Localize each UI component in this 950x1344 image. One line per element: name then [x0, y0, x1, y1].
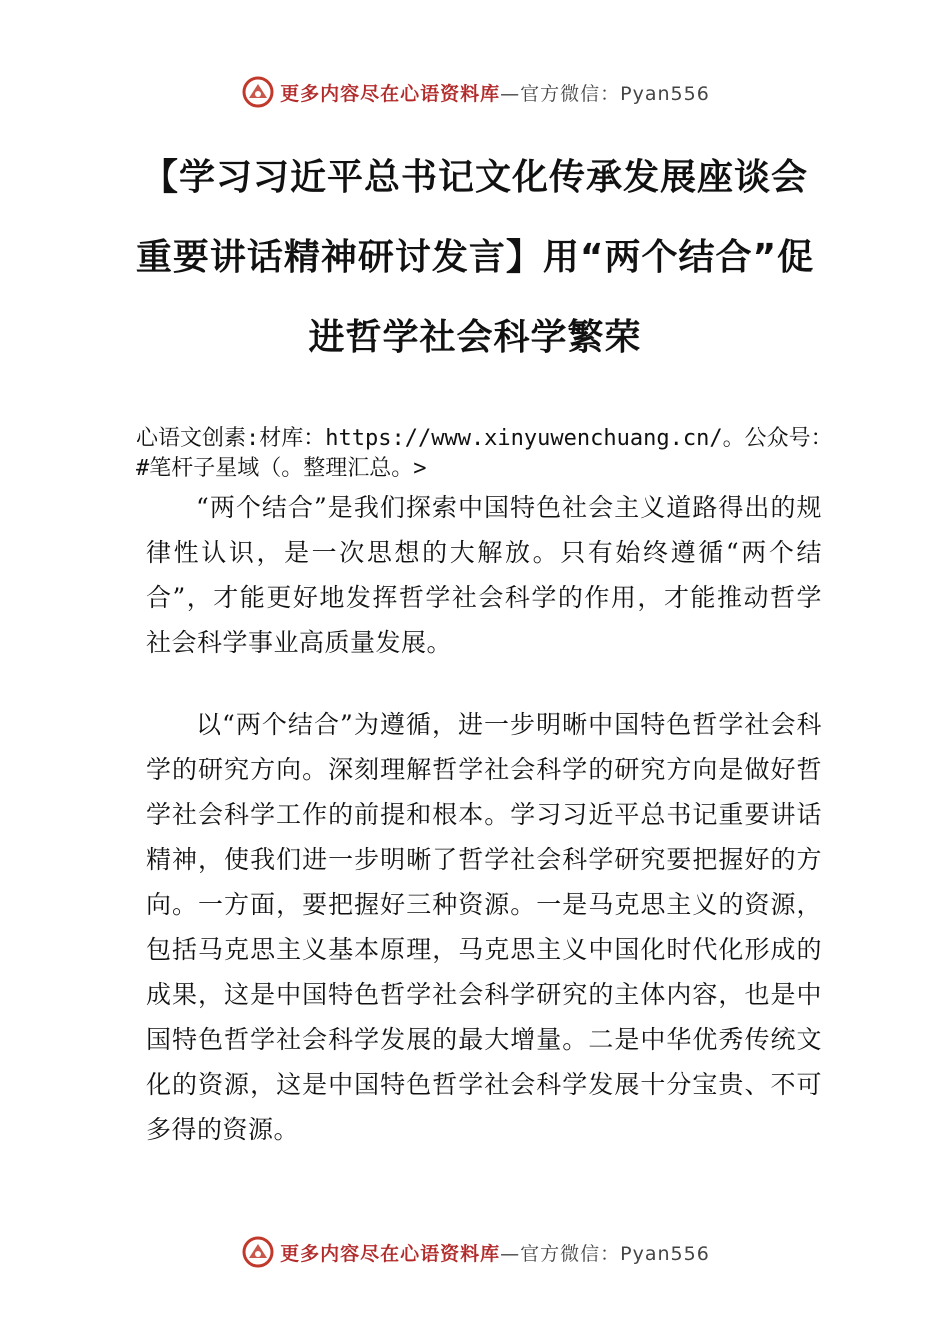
body-paragraph-2: 以“两个结合”为遵循，进一步明晰中国特色哲学社会科学的研究方向。深刻理解哲学社会科学的研究方向是做好哲学社会科学工作的前提和根本。学习习近平总书记重要讲话精神，使我们进一步明晰了哲学社会科学研究要把握好的方向。一方面，要把握好三种资源。一是马克思主义的资源，包括马克思主义基本原理，马克思主义中国化时代化形成的成果，这是中国特色哲学社会科学研究的主体内容，也是中国特色哲学社会科学发展的最大增量。二是中华优秀传统文化的资源，这是中国特色哲学社会科学发展十分宝贵、不可多得的资源。: [146, 710, 822, 1144]
source-note: 心语文创素:材库：https://www.xinyuwenchuang.cn/。公众号：#笔杆子星域（。整理汇总。>: [136, 426, 833, 481]
footer-watermark: [0, 1232, 950, 1272]
watermark-dash: —: [500, 82, 521, 105]
watermark-wechat: 官方微信：Pyan556: [520, 82, 710, 105]
brand-logo-icon: [240, 1234, 276, 1270]
watermark-lead: 更多内容尽在心语资料库: [280, 82, 501, 105]
header-watermark: [0, 72, 950, 112]
title-line-1: 【学习习近平总书记文化传承发展座谈会: [141, 157, 808, 198]
watermark-text: [280, 79, 710, 106]
watermark-wechat: 官方微信：Pyan556: [520, 1242, 710, 1265]
body-paragraph-1: “两个结合”是我们探索中国特色社会主义道路得出的规律性认识，是一次思想的大解放。只有始终遵循“两个结合”，才能更好地发挥哲学社会科学的作用，才能推动哲学社会科学事业高质量发展。: [146, 493, 822, 657]
document-title: [120, 138, 830, 378]
title-line-2: 重要讲话精神研讨发言】用“两个结合”促: [135, 237, 815, 278]
watermark-text: [280, 1239, 710, 1266]
watermark-lead: 更多内容尽在心语资料库: [280, 1242, 501, 1265]
title-line-3: 进哲学社会科学繁荣: [308, 317, 642, 358]
watermark-dash: —: [500, 1242, 521, 1265]
brand-logo-icon: [240, 74, 276, 110]
